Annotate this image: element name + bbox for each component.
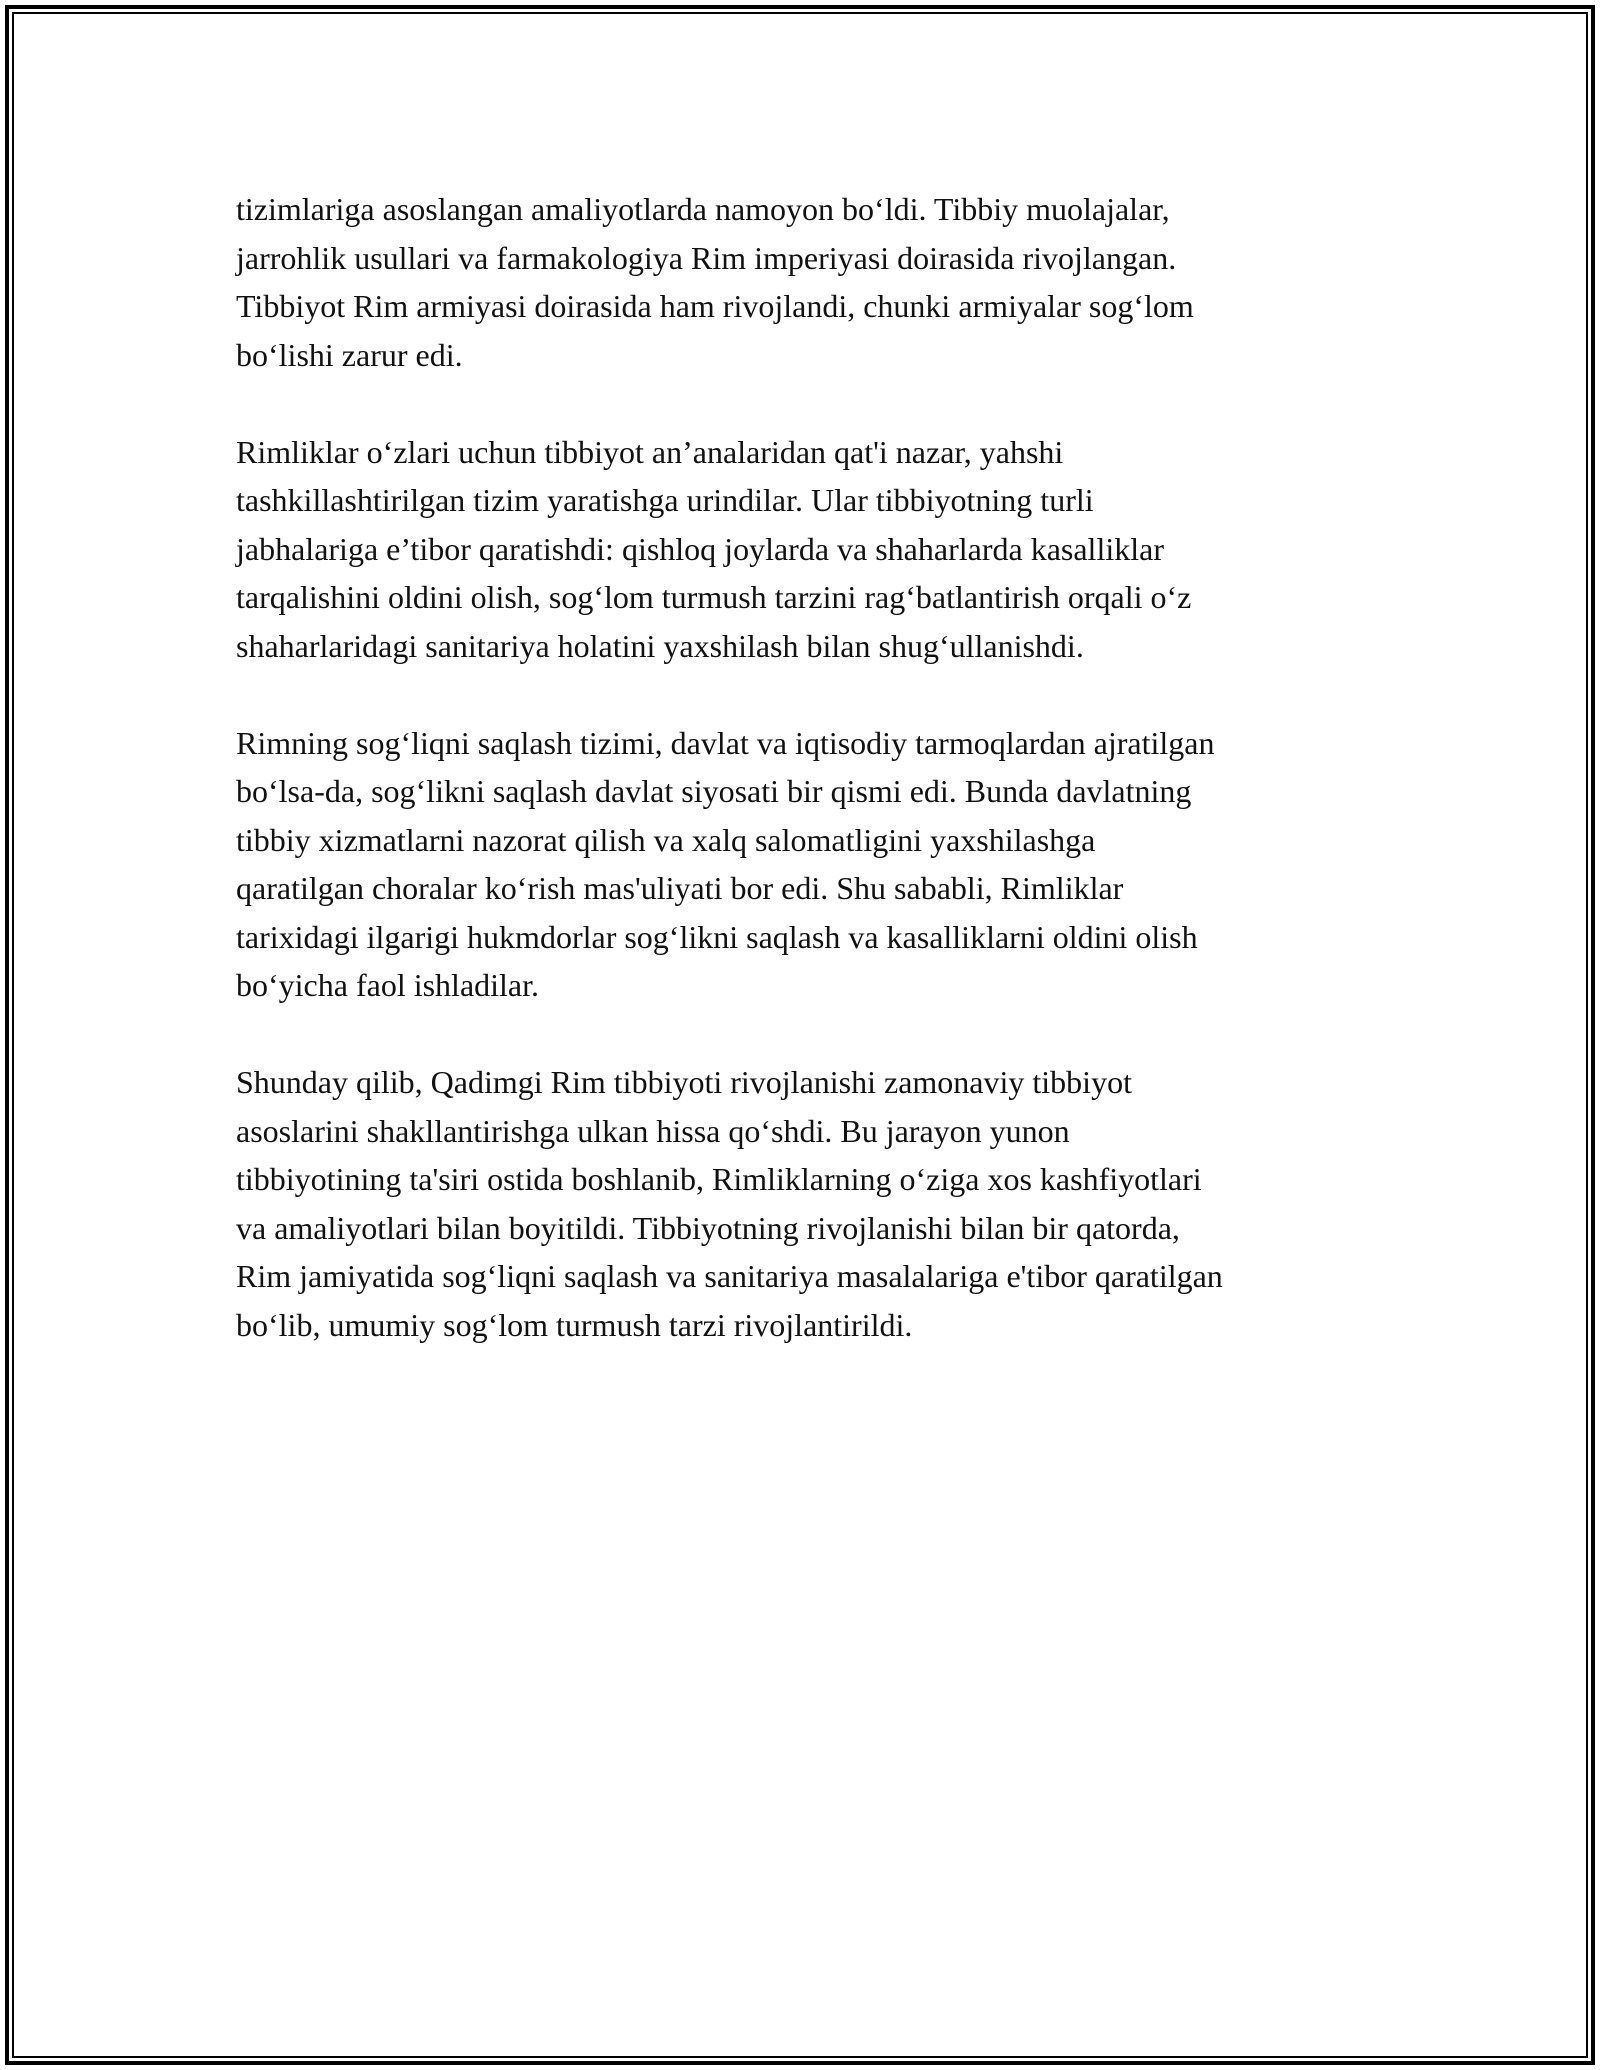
document-body xyxy=(236,185,1386,1398)
paragraph-3: Rimning sog‘liqni saqlash tizimi, davlat va iqtisodiy tarmoqlardan ajratilgan bo‘lsa-da, sog‘likni saqlash davlat siyosati bir qismi edi. Bunda davlatning tibbiy xizmatlarni nazorat qilish va xalq salomatligini yaxshilashga qaratilgan choralar ko‘rish mas'uliyati bor edi. Shu sababli, Rimliklar tarixidagi ilgarigi hukmdorlar sog‘likni saqlash va kasalliklarni oldini olish bo‘yicha faol ishladilar. xyxy=(236,724,1215,1003)
paragraph-4: Shunday qilib, Qadimgi Rim tibbiyoti rivojlanishi zamonaviy tibbiyot asoslarini shakllantirishga ulkan hissa qo‘shdi. Bu jarayon yunon tibbiyotining ta'siri ostida boshlanib, Rimliklarning o‘ziga xos kashfiyotlari va amaliyotlari bilan boyitildi. Tibbiyotning rivojlanishi bilan bir qatorda, Rim jamiyatida sog‘liqni saqlash va sanitariya masalalariga e'tibor qaratilgan bo‘lib, umumiy sog‘lom turmush tarzi rivojlantirildi. xyxy=(236,1064,1223,1343)
paragraph-1: tizimlariga asoslangan amaliyotlarda namoyon bo‘ldi. Tibbiy muolajalar, jarrohlik usullari va farmakologiya Rim imperiyasi doirasida rivojlangan. Tibbiyot Rim armiyasi doirasida ham rivojlandi, chunki armiyalar sog‘lom bo‘lishi zarur edi. xyxy=(236,191,1194,373)
paragraph-2: Rimliklar o‘zlari uchun tibbiyot an’analaridan qat'i nazar, yahshi tashkillashtirilgan tizim yaratishga urindilar. Ular tibbiyotning turli jabhalariga e’tibor qaratishdi: qishloq joylarda va shaharlarda kasalliklar tarqalishini oldini olish, sog‘lom turmush tarzini rag‘batlantirish orqali o‘z shaharlaridagi sanitariya holatini yaxshilash bilan shug‘ullanishdi. xyxy=(236,433,1192,664)
